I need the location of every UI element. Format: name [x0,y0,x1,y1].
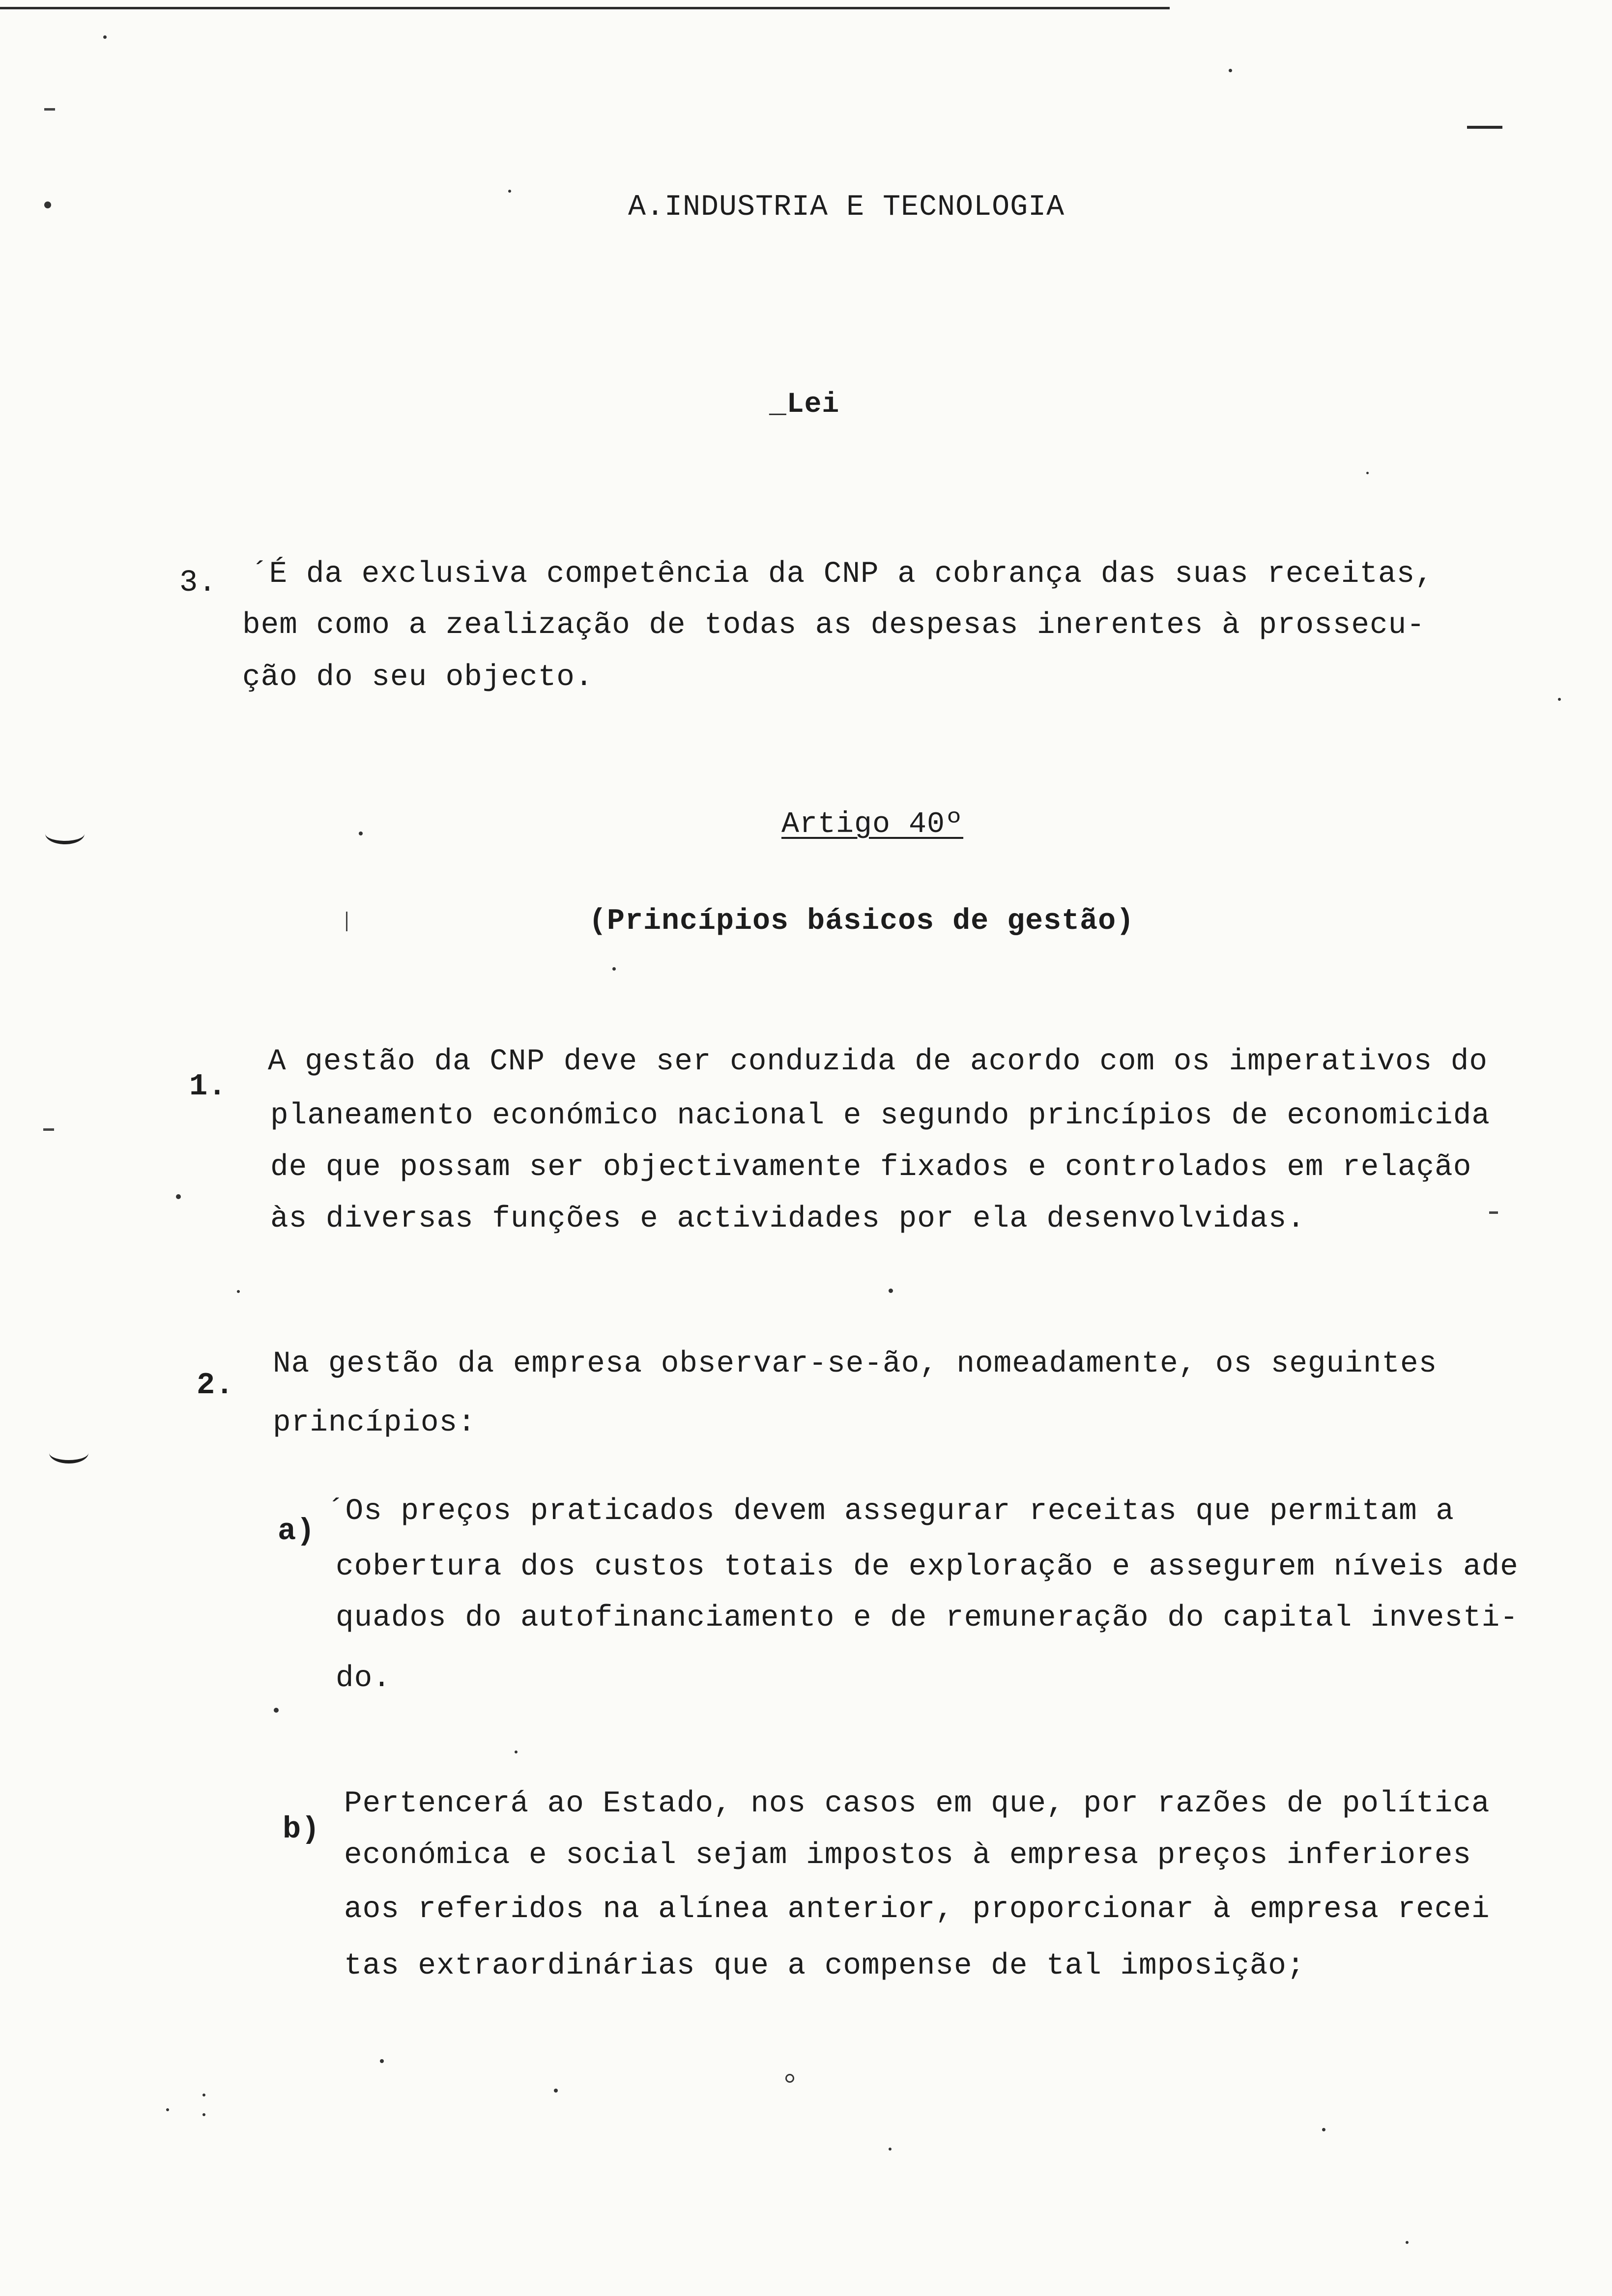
item-2b-line-1: Pertencerá ao Estado, nos casos em que, por razões de política [344,1787,1490,1821]
scan-speck [176,1194,181,1199]
scan-speck [274,1708,279,1713]
clause-3-line-3: ção do seu objecto. [242,660,594,694]
item-2-number: 2. [197,1368,234,1403]
scan-speck [554,2089,558,2093]
item-2a-line-4: do. [336,1662,391,1695]
scan-speck [44,201,51,208]
item-1-number: 1. [189,1069,227,1104]
lei-heading: _Lei [769,389,840,421]
scan-speck [1322,2128,1325,2131]
scan-speck [889,2148,892,2151]
item-1-line-2: planeamento económico nacional e segundo princípios de economicida [270,1099,1490,1133]
clause-3-line-1: ´É da exclusiva competência da CNP a cobrança das suas receitas, [251,557,1434,591]
punch-mark-lower [49,1442,88,1464]
item-2-line-1: Na gestão da empresa observar-se-ão, nomeadamente, os seguintes [273,1347,1438,1381]
item-2a-letter: a) [278,1514,316,1549]
scan-speck [612,967,616,971]
item-2-line-2: princípios: [273,1406,476,1440]
scan-speck [202,2094,205,2096]
page-title: A.INDUSTRIA E TECNOLOGIA [628,191,1065,224]
scan-mark [44,108,55,111]
item-2a-line-2: cobertura dos custos totais de exploração e assegurem níveis ade [336,1550,1519,1584]
scan-speck [166,2108,169,2111]
scan-speck [889,1289,893,1293]
scan-mark [1489,1211,1498,1214]
item-2b-line-4: tas extraordinárias que a compense de tal imposição; [344,1949,1305,1983]
scan-speck [380,2059,384,2063]
item-1-line-4: às diversas funções e actividades por ela desenvolvidas. [270,1202,1305,1236]
item-1-line-3: de que possam ser objectivamente fixados e controlados em relação [270,1150,1472,1184]
corner-dash [1467,126,1502,129]
scan-speck [1229,69,1232,72]
item-2a-line-1: ´Os preços praticados devem assegurar receitas que permitam a [327,1494,1454,1528]
scan-speck [359,832,363,835]
scan-speck [515,1751,518,1753]
item-2a-line-3: quados do autofinanciamento e de remuneração do capital investi- [336,1601,1519,1635]
scan-speck [1558,698,1561,701]
scan-mark [43,1128,54,1131]
scan-speck [1366,472,1369,474]
scan-speck [1406,2241,1409,2244]
item-2b-line-3: aos referidos na alínea anterior, proporcionar à empresa recei [344,1893,1490,1926]
top-rule [0,7,1170,9]
item-2b-line-2: económica e social sejam impostos à empresa preços inferiores [344,1838,1471,1872]
punch-mark-upper [45,823,85,844]
clause-3-line-2: bem como a zealização de todas as despesas inerentes à prossecu- [242,608,1425,642]
item-1-line-1: A gestão da CNP deve ser conduzida de acordo com os imperativos do [268,1045,1488,1079]
scan-mark [346,912,347,931]
scan-speck [237,1290,240,1293]
scan-speck [785,2074,794,2083]
scan-speck [202,2113,205,2116]
item-2b-letter: b) [283,1812,320,1847]
clause-3-number: 3. [179,565,217,600]
scan-speck [103,35,107,39]
scan-speck [508,190,511,193]
article-subtitle: (Princípios básicos de gestão) [589,905,1135,938]
article-title: Artigo 40º [781,808,964,841]
